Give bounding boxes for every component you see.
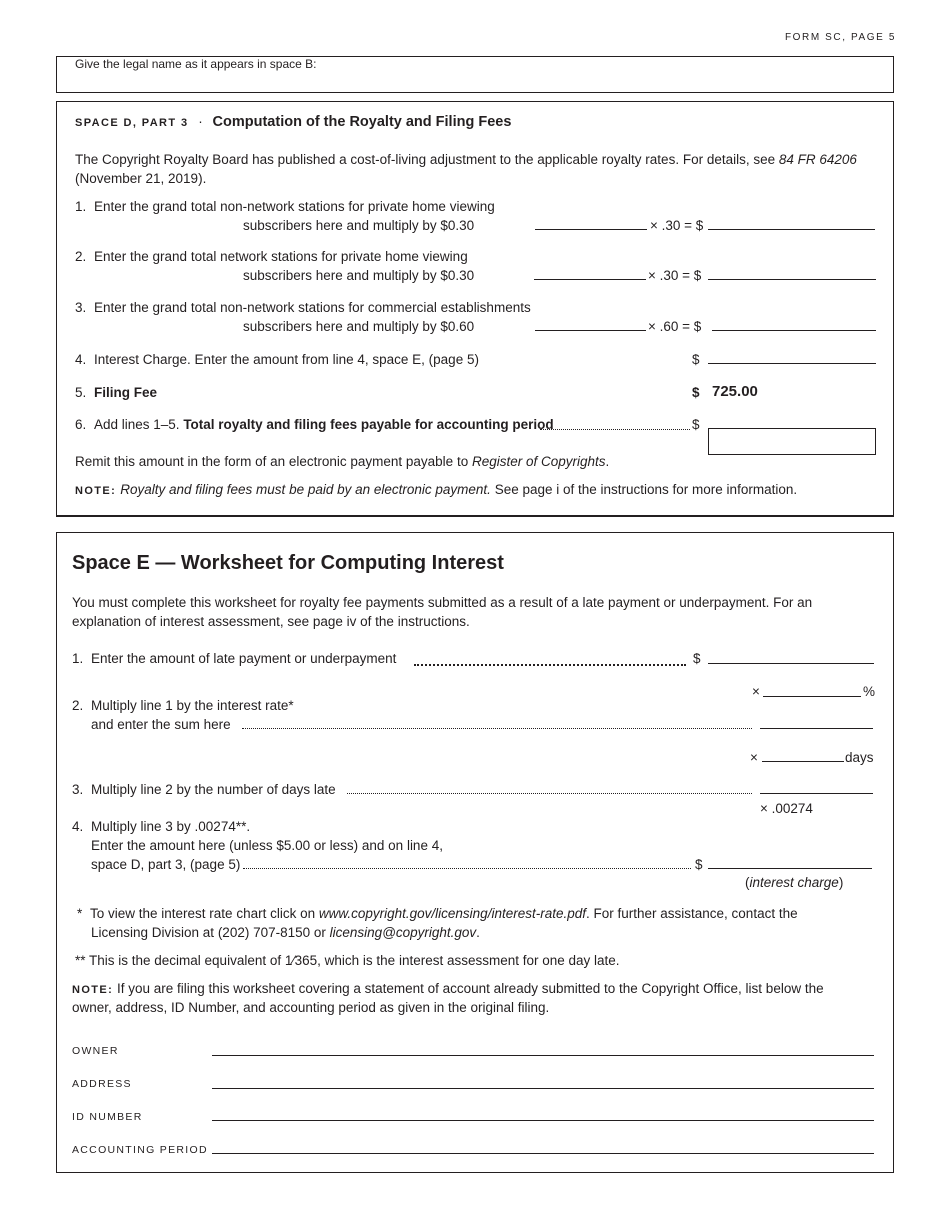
space-e-title: Space E — Worksheet for Computing Interest (72, 552, 504, 574)
space-d-note (75, 482, 797, 497)
e-line3-text: Multiply line 2 by the number of days late (91, 782, 336, 797)
space-d-title: Computation of the Royalty and Filing Fees (212, 114, 512, 130)
line4-amount-field[interactable] (708, 363, 876, 364)
interest-rate-link[interactable]: www.copyright.gov/licensing/interest-rate.pdf (318, 906, 586, 921)
space-e-intro-a: You must complete this worksheet for royalty fee payments submitted as a result of a late payment or underpayment. For an (72, 595, 813, 610)
e-line4-text-a: Multiply line 3 by .00274**. (91, 819, 251, 834)
days-unit: days (845, 750, 874, 765)
line6-currency: $ (692, 417, 700, 432)
line6-text (94, 417, 554, 432)
e-line2-sum-field[interactable] (760, 728, 873, 729)
footnote2-mark: ** (75, 953, 86, 968)
line6-text-b: Total royalty and filing fees payable for accounting period (183, 417, 554, 432)
space-d-intro (75, 152, 857, 167)
space-d-intro-text: The Copyright Royalty Board has published a cost-of-living adjustment to the applicable royalty rates. For details, see (75, 152, 779, 167)
remit-text-a: Remit this amount in the form of an electronic payment payable to (75, 454, 472, 469)
space-d-note-italic: Royalty and filing fees must be paid by an electronic payment. (120, 482, 491, 497)
space-d-intro-ref: 84 FR 64206 (778, 152, 857, 167)
e-line1-num: 1. (72, 651, 84, 666)
line2-amount-field[interactable] (708, 279, 876, 280)
line1-text-a: Enter the grand total non-network stations for private home viewing (94, 199, 495, 214)
footnote2-line (89, 953, 620, 968)
filing-fee-value: 725.00 (712, 383, 758, 400)
footnote2-fraction: 1⁄365 (284, 953, 318, 968)
line4-currency: $ (692, 352, 700, 367)
space-d-heading (75, 114, 511, 130)
remit-text-c: . (605, 454, 610, 469)
e-line2-text-b: and enter the sum here (91, 717, 231, 732)
line2-text-a: Enter the grand total network stations for private home viewing (94, 249, 468, 264)
interest-charge-caption (745, 875, 843, 890)
owner-field[interactable] (212, 1055, 874, 1056)
line2-text-b: subscribers here and multiply by $0.30 (243, 268, 475, 283)
space-d-prefix: SPACE D, PART 3 (75, 117, 189, 129)
licensing-email-link[interactable]: licensing@copyright.gov (329, 925, 477, 940)
interest-charge-open: ( (745, 875, 750, 890)
id-number-label: ID NUMBER (72, 1111, 143, 1123)
line1-amount-field[interactable] (708, 229, 875, 230)
rate-unit: % (863, 684, 876, 699)
line6-num: 6. (75, 417, 87, 432)
footnote1-text-a: To view the interest rate chart click on (90, 906, 319, 921)
space-d-separator: · (198, 114, 203, 129)
e-line4-currency: $ (695, 857, 703, 872)
space-e-note-line1 (72, 981, 824, 996)
address-label: ADDRESS (72, 1078, 132, 1090)
space-e-intro-b: explanation of interest assessment, see page iv of the instructions. (72, 614, 470, 629)
e-line1-currency: $ (693, 651, 701, 666)
footnote1-text-d: . (476, 925, 480, 940)
footnote1-text-c: Licensing Division at (202) 707-8150 or (91, 925, 330, 940)
space-e-note-a: If you are filing this worksheet covering a statement of account already submitted to the Copyright Office, list below the (113, 981, 824, 996)
legal-name-box (56, 56, 894, 93)
remit-payee: Register of Copyrights (471, 454, 606, 469)
space-e-section (56, 532, 894, 1173)
line3-operator: × .60 = $ (648, 319, 702, 334)
e-line3-leader (347, 793, 752, 794)
interest-rate-field[interactable] (763, 696, 861, 697)
line4-num: 4. (75, 352, 87, 367)
e-line3-result-field[interactable] (760, 793, 873, 794)
e-line4-leader (243, 868, 691, 869)
e-line2-leader (242, 728, 752, 729)
space-d-note-rest: See page i of the instructions for more information. (490, 482, 798, 497)
e-factor: × .00274 (760, 801, 813, 816)
e-line1-leader (414, 664, 686, 666)
days-late-field[interactable] (762, 761, 844, 762)
accounting-period-field[interactable] (212, 1153, 874, 1154)
line2-subscribers-field[interactable] (534, 279, 646, 280)
footnote1-line1 (90, 906, 798, 921)
remit-text (75, 454, 609, 469)
line1-num: 1. (75, 199, 87, 214)
page-label: FORM SC, PAGE 5 (784, 32, 896, 43)
legal-name-input[interactable] (387, 61, 877, 87)
space-e-note-label: NOTE: (72, 984, 114, 996)
line5-text: Filing Fee (94, 385, 158, 400)
line1-operator: × .30 = $ (650, 218, 704, 233)
accounting-period-label: ACCOUNTING PERIOD (72, 1144, 208, 1156)
rate-times: × (752, 684, 760, 699)
space-d-intro-date: (November 21, 2019). (75, 171, 207, 186)
interest-charge-field[interactable] (708, 868, 872, 869)
footnote2-text-b: , which is the interest assessment for one day late. (317, 953, 620, 968)
line2-num: 2. (75, 249, 87, 264)
line5-currency: $ (692, 385, 700, 400)
line6-text-a: Add lines 1–5. (94, 417, 184, 432)
space-e-note-b: owner, address, ID Number, and accounting period as given in the original filing. (72, 1000, 550, 1015)
footnote1-text-b: . For further assistance, contact the (586, 906, 798, 921)
line3-text-a: Enter the grand total non-network stations for commercial establishments (94, 300, 531, 315)
line2-operator: × .30 = $ (648, 268, 702, 283)
line3-amount-field[interactable] (712, 330, 876, 331)
address-field[interactable] (212, 1088, 874, 1089)
total-payable-box[interactable] (708, 428, 876, 455)
line1-text-b: subscribers here and multiply by $0.30 (243, 218, 475, 233)
interest-charge-label: interest charge (749, 875, 839, 890)
interest-charge-close: ) (838, 875, 844, 890)
line6-leader (540, 429, 690, 430)
e-line4-num: 4. (72, 819, 84, 834)
footnote2-text-a: This is the decimal equivalent of (89, 953, 285, 968)
line3-num: 3. (75, 300, 87, 315)
late-payment-amount-field[interactable] (708, 663, 874, 664)
e-line2-num: 2. (72, 698, 84, 713)
footnote1-line2 (91, 925, 480, 940)
line3-text-b: subscribers here and multiply by $0.60 (243, 319, 475, 334)
days-times: × (750, 750, 758, 765)
legal-name-label: Give the legal name as it appears in space B: (75, 57, 317, 71)
footnote1-mark: * (77, 906, 83, 921)
line4-text: Interest Charge. Enter the amount from line 4, space E, (page 5) (94, 352, 479, 367)
e-line3-num: 3. (72, 782, 84, 797)
line3-subscribers-field[interactable] (535, 330, 646, 331)
line1-subscribers-field[interactable] (535, 229, 647, 230)
line5-num: 5. (75, 385, 87, 400)
id-number-field[interactable] (212, 1120, 874, 1121)
e-line2-text-a: Multiply line 1 by the interest rate* (91, 698, 294, 713)
owner-label: OWNER (72, 1045, 119, 1057)
e-line1-text: Enter the amount of late payment or underpayment (91, 651, 397, 666)
e-line4-text-b: Enter the amount here (unless $5.00 or less) and on line 4, (91, 838, 443, 853)
space-d-note-label: NOTE: (75, 485, 117, 497)
space-d-part3-section (56, 101, 894, 517)
e-line4-text-c: space D, part 3, (page 5) (91, 857, 241, 872)
